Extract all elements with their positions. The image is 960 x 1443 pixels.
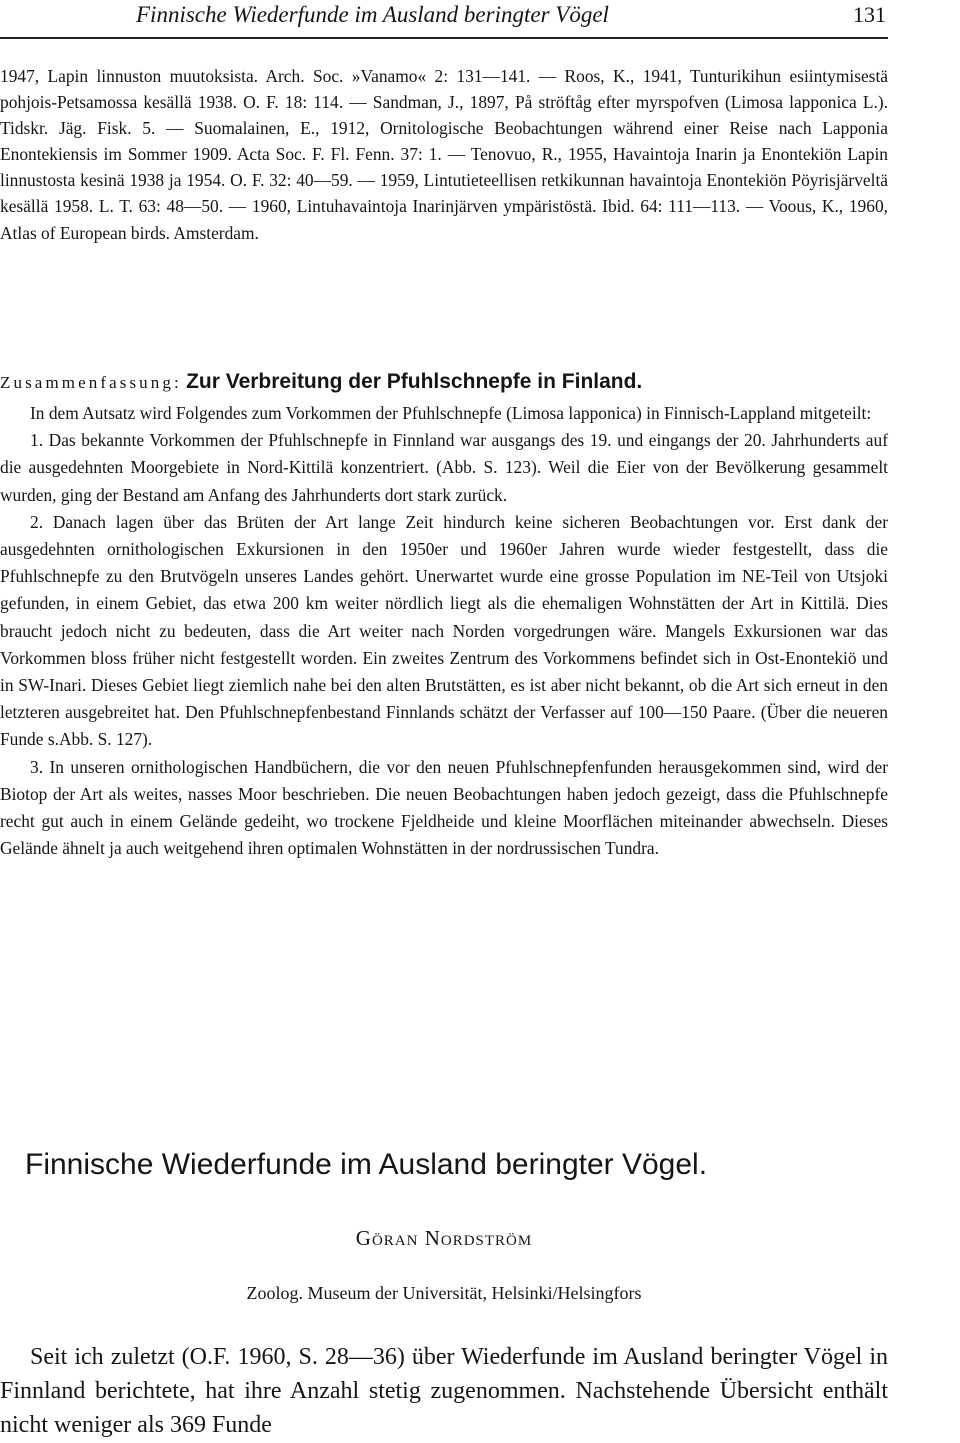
intro-paragraph: Seit ich zuletzt (O.F. 1960, S. 28—36) über Wiederfunde im Ausland beringter Vögel in Finnland berichtete, hat ihre Anzahl stetig zugenommen. Nachstehende Übersicht enthält nicht weniger als 369 Funde (0, 1344, 888, 1438)
page-number: 131 (853, 2, 886, 27)
summary-paragraph: 1. Das bekannte Vorkommen der Pfuhlschnepfe in Finnland war ausgangs des 19. und eingangs der 20. Jahrhunderts auf die ausgedehnten Moorgebiete in Nord-Kittilä konzentriert. (Abb. S. 123). Weil die Eier von der Bevölkerung gesammelt wurden, ging der Bestand am Anfang des Jahrhunderts dort stark zurück. (0, 430, 888, 505)
summary-paragraph: In dem Autsatz wird Folgendes zum Vorkommen der Pfuhlschnepfe (Limosa lapponica) in Finnisch-Lappland mitgeteilt: (30, 403, 872, 423)
summary-heading (0, 370, 888, 394)
summary-paragraph: 3. In unseren ornithologischen Handbüchern, die vor den neuen Pfuhlschnepfenfunden herausgekommen sind, wird der Biotop der Art als weites, nasses Moor beschrieben. Die neuen Beobachtungen haben jedoch gezeigt, dass die Pfuhlschnepfe recht gut auch in einem Gelände gedeiht, wo trockene Fjeldheide und kleine Moorflächen miteinander abwechseln. Dieses Gelände ähnelt ja auch weitgehend ihren optimalen Wohnstätten in der nordrussischen Tundra. (0, 756, 888, 859)
summary-title: Zur Verbreitung der Pfuhlschnepfe in Finland. (186, 370, 643, 393)
running-title: Finnische Wiederfunde im Ausland beringter Vögel (136, 2, 609, 27)
summary-label: Zusammenfassung: (0, 373, 182, 392)
article-intro (0, 1340, 888, 1442)
running-header (136, 2, 886, 32)
author-affiliation: Zoolog. Museum der Universität, Helsinki/Helsingfors (246, 1283, 642, 1303)
article-author: Göran Nordström (355, 1226, 533, 1250)
summary-paragraph: 2. Danach lagen über das Brüten der Art lange Zeit hindurch keine sicheren Beobachtungen vor. Erst dank der ausgedehnten ornithologischen Exkursionen in den 1950er und 1960er Jahren wurde wieder festgestellt, dass die Pfuhlschnepfe zu den Brutvögeln unseres Landes gehört. Unerwartet wurde eine grosse Population im NE-Teil von Utsjoki gefunden, in einem Gebiet, das etwa 200 km weiter nördlich liegt als die ehemaligen Wohnstätten der Art in Kittilä. Dies braucht jedoch nicht zu bedeuten, dass die Art weiter nach Norden vorgedrungen wäre. Mangels Exkursionen war das Vorkommen bloss früher nicht festgestellt worden. Ein zweites Zentrum des Vorkommens befindet sich in Ost-Enontekiö und in SW-Inari. Dieses Gebiet liegt ziemlich nahe bei den alten Brutstätten, es ist aber nicht bekannt, ob die Art sich erneut in den letzteren ausgebreitet hat. Den Pfuhlschnepfenbestand Finnlands schätzt der Verfasser auf 100—150 Paare. (Über die neueren Funde s.Abb. S. 127). (0, 511, 888, 750)
summary-body (0, 400, 888, 862)
header-rule (0, 37, 888, 39)
article-title: Finnische Wiederfunde im Ausland beringter Vögel. (25, 1148, 708, 1181)
reference-list: 1947, Lapin linnuston muutoksista. Arch. Soc. »Vanamo« 2: 131—141. — Roos, K., 1941, Tunturikihun esiintymisestä pohjois-Petsamossa kesällä 1938. O. F. 18: 114. — Sandman, J., 1897, På ströftåg efter myrspofven (Limosa lapponica L.). Tidskr. Jäg. Fisk. 5. — Suomalainen, E., 1912, Ornitologische Beobachtungen während einer Reise nach Lapponia Enontekiensis im Sommer 1909. Acta Soc. F. Fl. Fenn. 37: 1. — Tenovuo, R., 1955, Havaintoja Inarin ja Enontekiön Lapin linnustosta kesinä 1938 ja 1954. O. F. 32: 40—59. — 1959, Lintutieteellisen retkikunnan havaintoja Enontekiön Pöyrisjärveltä kesällä 1958. L. T. 63: 48—50. — 1960, Lintuhavaintoja Inarinjärven ympäristöstä. Ibid. 64: 111—113. — Voous, K., 1960, Atlas of European birds. Amsterdam. (0, 66, 888, 243)
